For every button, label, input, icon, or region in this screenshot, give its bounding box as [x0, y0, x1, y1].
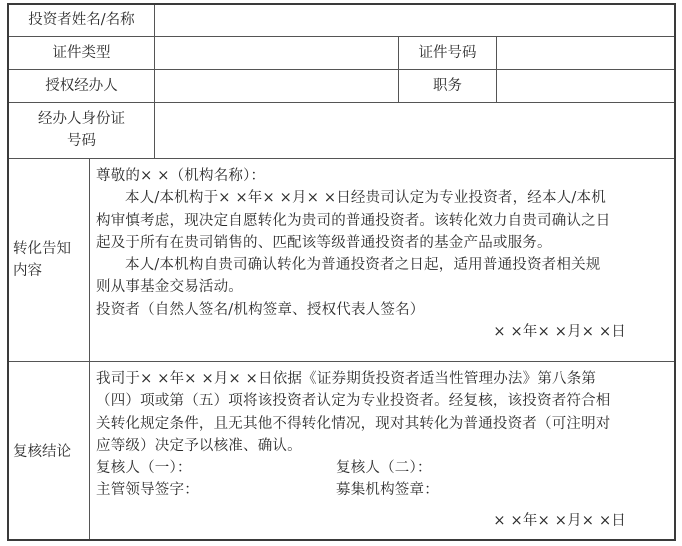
supervisor-sign-label: 主管领导签字：: [96, 482, 199, 499]
review-text: 关转化规定条件，且无其他不得转化情况，现对其转化为普通投资者（可注明对: [96, 415, 611, 432]
investor-signature-line: 投资者（自然人签名/机构签章、授权代表人签名）: [96, 301, 425, 318]
id-type-label: 证件类型: [52, 45, 111, 61]
notice-salutation: 尊敬的× ×（机构名称）：: [96, 168, 266, 184]
investor-conversion-form: [7, 3, 676, 541]
agent-id-label-line2: 号码: [67, 133, 96, 149]
agent-id-label: [9, 108, 154, 152]
id-type-field[interactable]: [155, 37, 398, 69]
review-label: 复核结论: [13, 444, 71, 460]
review-text: 我司于× ×年× ×月× ×日依据《证券期货投资者适当性管理办法》第八条第: [96, 371, 597, 387]
notice-text: 构审慎考虑，现决定自愿转化为贵司的普通投资者。该转化效力自贵司确认之日: [96, 212, 611, 229]
notice-text: 本人/本机构于× ×年× ×月× ×日经贵司认定为专业投资者，经本人/本机: [125, 190, 606, 207]
agent-id-label-line1: 经办人身份证: [38, 111, 125, 127]
notice-text: 起及于所有在贵司销售的、匹配该等级普通投资者的基金产品或服务。: [96, 234, 552, 251]
divider: [9, 361, 674, 362]
reviewer1-label: 复核人（一）：: [96, 460, 192, 477]
investor-name-label: 投资者姓名/名称: [28, 12, 135, 28]
position-label: 职务: [433, 78, 462, 94]
signature-row: [96, 479, 666, 501]
agent-id-field[interactable]: [155, 103, 674, 158]
reviewer-row: [96, 457, 666, 479]
notice-label: [13, 238, 87, 282]
institution-seal-label: 募集机构签章：: [336, 482, 439, 499]
notice-date: × ×年× ×月× ×日: [493, 324, 626, 341]
investor-name-field[interactable]: [155, 5, 674, 36]
notice-label-line2: 内容: [13, 263, 42, 279]
review-text: （四）项或第（五）项将该投资者认定为专业投资者。经复核，该投资者符合相: [96, 393, 611, 410]
agent-field[interactable]: [155, 70, 398, 102]
review-text: 应等级）决定予以核准、确认。: [96, 437, 302, 454]
notice-text: 则从事基金交易活动。: [96, 279, 243, 296]
id-number-label: 证件号码: [418, 45, 477, 61]
review-date: × ×年× ×月× ×日: [493, 512, 626, 529]
notice-label-line1: 转化告知: [13, 241, 71, 257]
agent-label: 授权经办人: [45, 78, 118, 94]
divider: [89, 158, 90, 539]
reviewer2-label: 复核人（二）：: [336, 460, 432, 477]
position-field[interactable]: [497, 70, 674, 102]
id-number-field[interactable]: [497, 37, 674, 69]
notice-content: [96, 165, 666, 343]
divider: [9, 158, 674, 159]
notice-text: 本人/本机构自贵司确认转化为普通投资者之日起，适用普通投资者相关规: [125, 257, 601, 274]
review-content: [96, 368, 666, 532]
